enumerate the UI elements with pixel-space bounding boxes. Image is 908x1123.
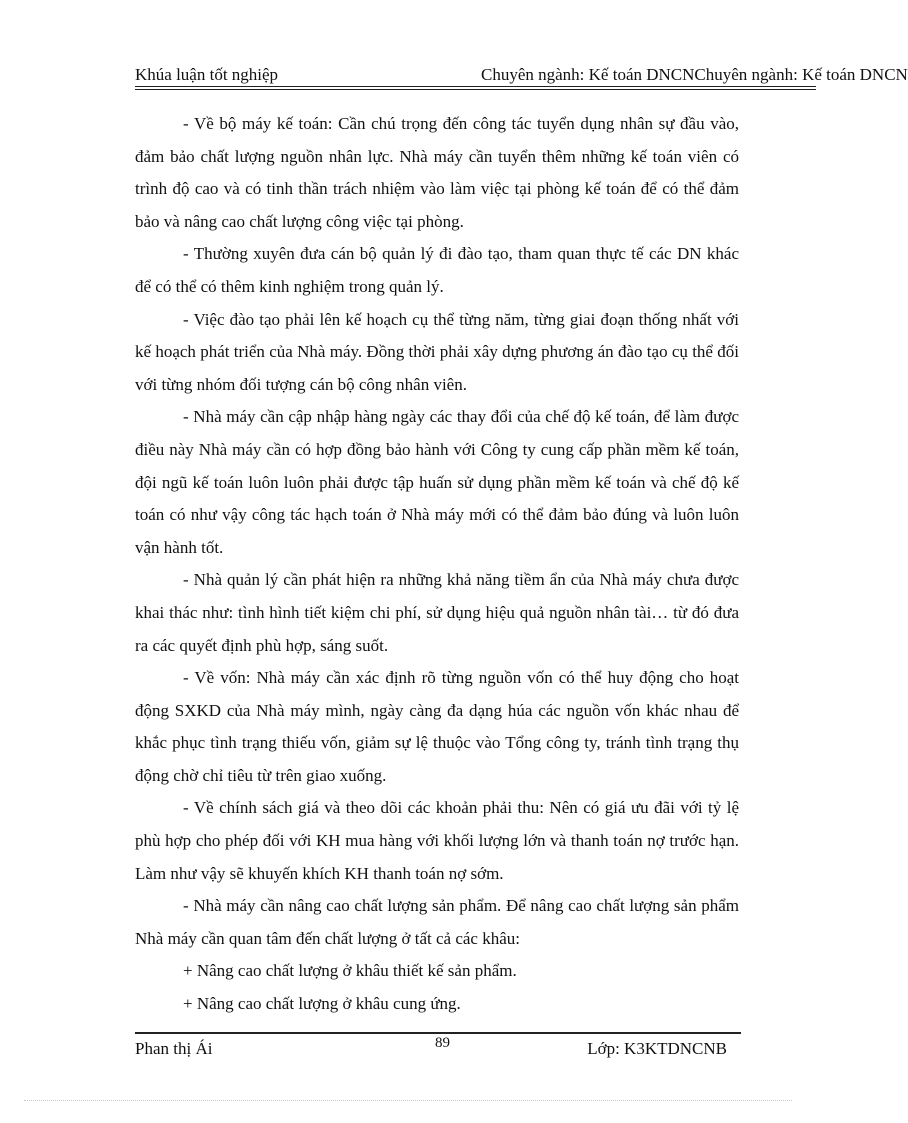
- body-text: [135, 108, 739, 1021]
- paragraph: - Nhà máy cần nâng cao chất lượng sản phẩm. Để nâng cao chất lượng sản phẩm Nhà máy cần quan tâm đến chất lượng ở tất cả các khâu:: [135, 896, 739, 948]
- paragraph: - Về vốn: Nhà máy cần xác định rõ từng nguồn vốn có thể huy động cho hoạt động SXKD của Nhà máy mình, ngày càng đa dạng húa các nguồn vốn khác nhau để khắc phục tình trạng thiếu vốn, giảm sự lệ thuộc vào Tổng công ty, tránh tình trạng thụ động chờ chỉ tiêu từ trên giao xuống.: [135, 668, 739, 785]
- page-header: [135, 62, 908, 92]
- footer-author: Phan thị Ái: [135, 1039, 213, 1058]
- header-thesis-title: Khúa luận tốt nghiệp: [135, 65, 279, 84]
- header-rule: [135, 86, 816, 87]
- page-footer: [135, 1032, 741, 1072]
- paragraph: - Nhà quản lý cần phát hiện ra những khả năng tiềm ẩn của Nhà máy chưa được khai thác như: tình hình tiết kiệm chi phí, sử dụng hiệu quả nguồn nhân tài… từ đó đưa ra các quyết định phù hợp, sáng suốt.: [135, 570, 739, 655]
- bullet-item: + Nâng cao chất lượng ở khâu thiết kế sản phẩm.: [183, 961, 517, 981]
- bullet-item: + Nâng cao chất lượng ở khâu cung ứng.: [183, 994, 461, 1014]
- header-major: Chuyên ngành: Kế toán DNCNChuyên ngành: Kế toán DNCN: [481, 65, 908, 84]
- footer-rule: [135, 1032, 741, 1034]
- page-number: 89: [435, 1035, 450, 1051]
- paragraph: - Thường xuyên đưa cán bộ quản lý đi đào tạo, tham quan thực tế các DN khác để có thể có thêm kinh nghiệm trong quản lý.: [135, 244, 739, 296]
- page-edge-dotted-line: [24, 1100, 792, 1101]
- header-rule-underline: [135, 89, 816, 90]
- paragraph: - Nhà máy cần cập nhập hàng ngày các thay đổi của chế độ kế toán, để làm được điều này Nhà máy cần có hợp đồng bảo hành với Công ty cung cấp phần mềm kế toán, đội ngũ kế toán luôn luôn phải được tập huấn sử dụng phần mềm kế toán và chế độ kế toán có như vậy công tác hạch toán ở Nhà máy mới có thể đảm bảo đúng và luôn luôn vận hành tốt.: [135, 407, 739, 557]
- footer-class: Lớp: K3KTDNCNB: [587, 1039, 727, 1058]
- paragraph: - Việc đào tạo phải lên kế hoạch cụ thể từng năm, từng giai đoạn thống nhất với kế hoạch phát triển của Nhà máy. Đồng thời phải xây dựng phương án đào tạo cụ thể đối với từng nhóm đối tượng cán bộ công nhân viên.: [135, 309, 739, 394]
- paragraph: - Về bộ máy kế toán: Cần chú trọng đến công tác tuyển dụng nhân sự đầu vào, đảm bảo chất lượng nguồn nhân lực. Nhà máy cần tuyển thêm những kế toán viên có trình độ cao và có tinh thần trách nhiệm vào làm việc tại phòng kế toán để có thể đảm bảo và nâng cao chất lượng công việc tại phòng.: [135, 114, 739, 231]
- paragraph: - Về chính sách giá và theo dõi các khoản phải thu: Nên có giá ưu đãi với tỷ lệ phù hợp cho phép đối với KH mua hàng với khối lượng lớn và thanh toán nợ trước hạn. Làm như vậy sẽ khuyến khích KH thanh toán nợ sớm.: [135, 798, 739, 883]
